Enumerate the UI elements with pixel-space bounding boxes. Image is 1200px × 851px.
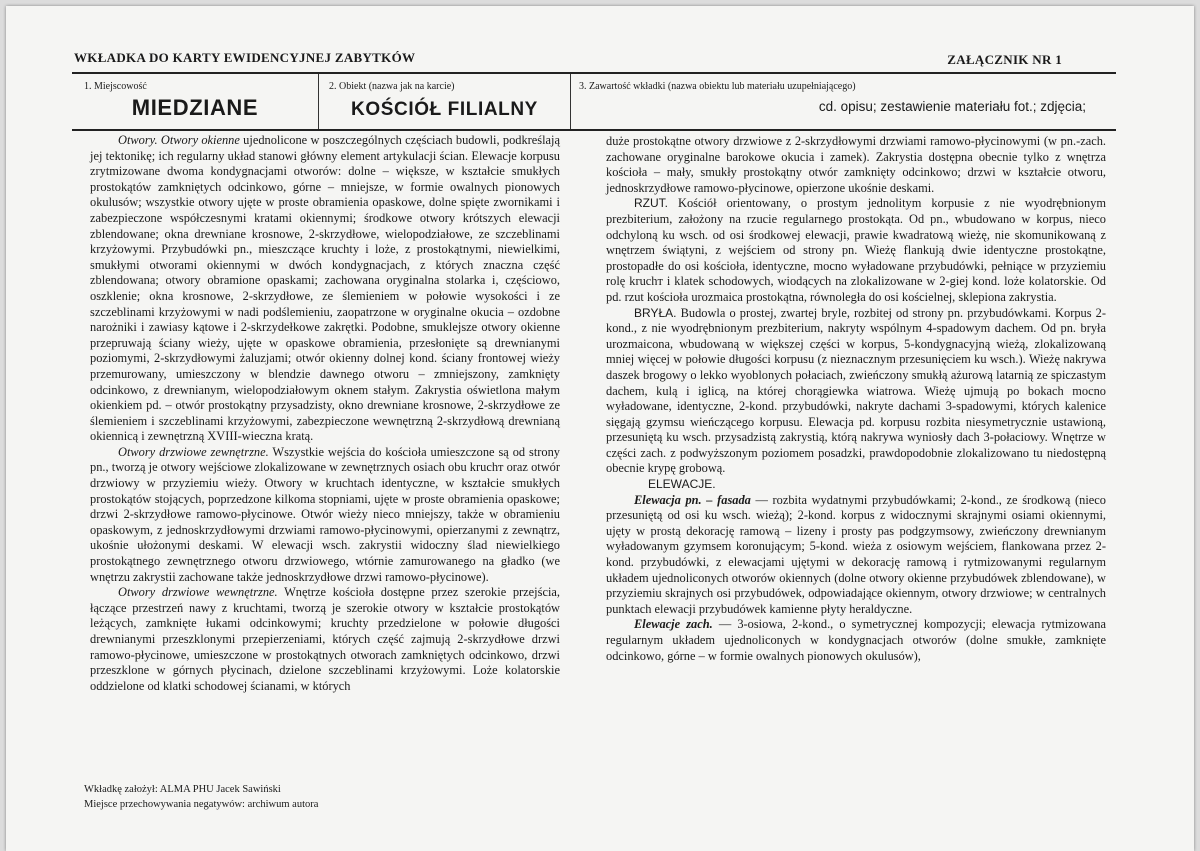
negatives-line: Miejsce przechowywania negatywów: archiwum autora (84, 799, 319, 810)
heading-openings: Otwory. (118, 133, 158, 147)
paragraph-text: — rozbita wydatnymi przybudówkami; 2-kond., ze środkową (nieco przesuniętą od osi ku wsch. wieżą); 2-kond. korpus z widocznymi skrajnymi osiami okiennymi, ujęty w prostą dekorację ramową – lizeny i prosty pas podgzymsowy, zwieńczony drewnianym wyładowanym gzymsem koronującym; 5-kond. wieża z osiowym wejściem, flankowana przez 2-kond. przybudówki, z elewacjami ujętymi w dekorację ramową i rytmizowanymi regularnym układem ujednoliconych otworów okiennych (dolne otwory okienne przybudówek zblendowane), w przyziemiu skrajnych osi przybudówek, odpowiadające okiennym, otwory drzwiowe; w centralnych punktach elewacji przybudówek kamienne płyty heraldyczne. (606, 492, 1106, 616)
locality-value: MIEDZIANE (131, 95, 259, 120)
paragraph-massing (606, 306, 1106, 478)
content-cell (571, 74, 1116, 129)
heading-elevations: ELEWACJE. (648, 477, 716, 492)
subheading-exterior-doors: Otwory drzwiowe zewnętrzne. (118, 444, 269, 459)
paragraph-interior-doors (90, 585, 560, 694)
subheading-west-elevation: Elewacje zach. (634, 617, 713, 632)
paragraph-text: Budowla o prostej, zwartej bryle, rozbitej od strony pn. przybudówkami. Korpus 2-kond., z nie wyodrębnionym prezbiterium, nakryty wspólnym 4-spadowym dachem. Od pn. bryła urozmaicona, wbudowaną w większej części w korpus, 5-kondygnacyjną wieżą, zlokalizowaną mniej więcej w połowie długości korpusu (z nieznacznym przesunięciem ku wsch.). Wieżę nakrywa daszek brogowy o lekko wyoblonych połaciach, zwieńczony smukłą ażurową latarnią ze spiczastym dachem, kulą i iglicą, na której chorągiewka wiatrowa. Wieżę ujmują po bokach mocno wyładowane, identyczne, 2-kond. przybudówki, nakryte dachami 3-spadowymi, których kalenice sięgają gzymsu wieńczącego korpusu. Elewacja pd. korpusu rozbita niesymetrycznie ustawioną, przesuniętą ku wsch. przysadzistą zakrystią, którą nakrywa wyniosły dach 3-połaciowy. Wnętrze w części zach. z podwyższonym poziomem posadzki, prawdopodobnie zlokalizowano tu niedostępną obecnie krypę grobową. (606, 305, 1106, 476)
author-line: Wkładkę założył: ALMA PHU Jacek Sawiński (84, 784, 281, 795)
paragraph-openings-windows (90, 133, 560, 445)
paragraph-plan (606, 196, 1106, 305)
heading-massing: BRYŁA. (634, 305, 677, 320)
object-cell (319, 74, 571, 129)
paragraph-doors-continued: duże prostokątne otwory drzwiowe z 2-skrzydłowymi drzwiami ramowo-płycinowymi (w pn.-zach. zachowane oryginalne barokowe okucia i zamek). Zakrystia dostępna obecnie tylko z wnętrza kościoła – mały, smukły prostokątny otwór zamknięty odcinkowo; drzwi w kształcie otworu, jednoskrzydłowe ramowo-płycinowe, opierzone ukośnie deskami. (606, 134, 1106, 195)
document-title: WKŁADKA DO KARTY EWIDENCYJNEJ ZABYTKÓW (74, 50, 416, 65)
document-page (6, 6, 1194, 851)
subheading-window-openings: Otwory okienne (160, 133, 240, 147)
attachment-number: ZAŁĄCZNIK NR 1 (947, 52, 1062, 67)
footer (84, 782, 318, 812)
paragraph-north-elevation (606, 493, 1106, 618)
paragraph-west-elevation (606, 617, 1106, 664)
object-label: 2. Obiekt (nazwa jak na karcie) (329, 81, 455, 92)
content-label: 3. Zawartość wkładki (nazwa obiektu lub materiału uzupełniającego) (579, 81, 856, 92)
content-value: cd. opisu; zestawienie materiału fot.; zdjęcia; (818, 99, 1086, 114)
right-column (606, 134, 1106, 664)
paragraph-text: Kościół orientowany, o prostym jednolitym korpusie z nie wyodrębnionym prezbiterium, założony na rzucie regularnego prostokąta. Od pn., wbudowano w korpus, nieco odchyloną ku wsch. od osi środkowej elewacji, prawie kwadratową wieżę, nie skomunikowaną z wnętrzem świątyni, z wejściem od strony pn. Wieżę flankują dwie identyczne prostokątne, prostopadłe do osi kościoła, identyczne, mocno wyładowane przybudówki, pełniące w przyziemiu rolę kruchт i klatek schodowych, wiodących na zlokalizowane w 2-giej kond. loże kolatorskie. Od pd. rzut kościoła urozmaica prostokątna, równoległa do osi kościelnej, sklepiona zakrystia. (606, 196, 1106, 304)
paragraph-text: — 3-osiowa, 2-kond., o symetrycznej kompozycji; elewacja rytmizowana regularnym układem ujednoliconych w kondygnacjach otworów (dolne smukłe, zamknięte odcinkowo, górne – w formie owalnych pionowych okulusów), (606, 617, 1106, 663)
subheading-interior-doors: Otwory drzwiowe wewnętrzne. (118, 585, 278, 600)
paragraph-exterior-doors (90, 445, 560, 585)
fields-band (72, 72, 1116, 131)
paragraph-text: Wnętrze kościoła dostępne przez szerokie przejścia, łączące przestrzeń nawy z kruchtami, tworzą je szerokie otwory w kształcie prostokątów leżących, zamknięte łukami odcinkowymi; kruchty przedzielone w połowie długości drewnianymi przeszklonymi przepierzeniami, których część zajmują 2-skrzydłowe drzwi ramowo-płycinowe, umieszczone w prostokątnych otworach zamkniętych odcinkowo, drzwi przeszklone w górnych płycinach, dzielone szczeblinami krzyżowymi. Loże kolatorskie oddzielone od klatki schodowej ścianami, w których (90, 585, 560, 693)
heading-plan: RZUT. (634, 196, 668, 211)
object-value: KOŚCIÓŁ FILIALNY (351, 99, 538, 120)
subheading-north-elevation: Elewacja pn. – fasada (634, 492, 751, 507)
paragraph-text: ujednolicone w poszczególnych częściach budowli, podkreślają jej tektonikę; ich regularny układ stanowi główny element artykulacji ścian. Elewacje korpusu zrytmizowane dwoma kondygnacjami otworów: dolne – większe, w kształcie smukłych prostokątów zamkniętych odcinkowo, górne – mniejsze, w formie owalnych pionowych okulusów; wszystkie otwory ujęte w proste obramienia opaskowe, dolne spięte zwornikami i zabezpieczone współczesnymi kratami okiennymi; środkowe otwory krótszych elewacji zblendowane; okna drewniane krosnowe, 2-skrzydłowe, wielopodziałowe, ze szczeblinami krzyżowymi. Przybudówki pn., mieszczące kruchty i loże, z prostokątnymi, niewielkimi, smukłymi otworami okiennymi w dwóch kondygnacjach, z których znaczna część zblendowana; otwory obramione opaskami; zachowana oryginalna stolarka i, częściowo, oszklenie; okna krosnowe, 2-skrzydłowe, ze ślemieniem w połowie wysokości i ze szczeblinami krzyżowymi w nadi podślemieniu, zaopatrzone w oryginalne okucia – ozdobne narożniki i zawiasy kątowe i 2-skrzydełkowe zakrętki. Podobne, smuklejsze otwory okienne przepruwają ściany wieży, ujęte w opaskowe obramienia, przesłonięte są drewnianymi poziomymi, 2-skrzydłowymi żaluzjami; otwór okienny dolnej kond. ściany frontowej wieży przemurowany, umieszczony w blendzie dawnego otworu – zmniejszony, zamknięty odcinkowo, z drewnianym, wielopodziałowym oknem stałym. Zakrystia oświetlona małym okienkiem pd. – otwór prostokątny przysadzisty, okno drewniane krosnowe, 2-skrzydłowe ze ślemieniem i szczeblinami krzyżowymi, zabezpieczone wewnętrzną 2-skrzydłową drewnianą okiennicą i zewnętrzną XVIII-wieczna kratą. (90, 133, 560, 444)
locality-cell (72, 74, 319, 129)
left-column (90, 133, 560, 694)
locality-label: 1. Miejscowość (84, 81, 147, 92)
paragraph-text: Wszystkie wejścia do kościoła umieszczone są od strony pn., tworzą je otwory wejściowe zlokalizowane w zewnętrznych osiach obu kruchт oraz otwór drzwiowy w przyziemiu wieży. Otwory w kruchtach identyczne, w kształcie smukłych prostokątów stojących, poprzedzone kilkoma stopniami, ujęte w proste obramienia opaskowe; drzwi 2-skrzydłowe ramowo-płycinowe. Otwór wieży nieco mniejszy, także w obramieniu opaskowym, z jednoskrzydłowymi drzwiami ramowo-płycinowymi, opierzanymi z zewnątrz, ukośnie ułożonymi deskami. W elewacji wsch. zakrystii widoczny ślad niewielkiego prostokątnego zewnętrznego otworu drzwiowego, wtórnie zamurowanego na gładko (we wnętrzu zakrystii zachowane także jednoskrzydłowe drzwi ramowo-płycinowe). (90, 444, 560, 584)
